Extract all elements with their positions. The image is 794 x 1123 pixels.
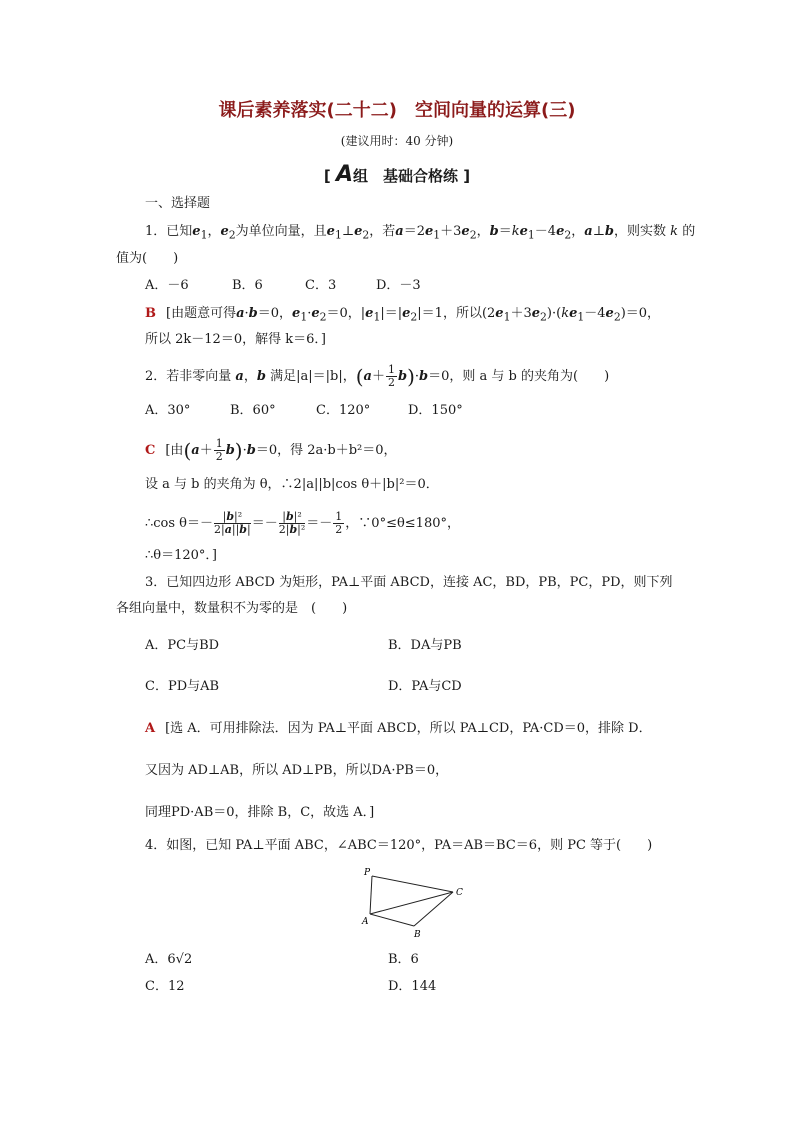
q3-option-a: A．PC与BD <box>145 638 220 653</box>
q1-solution-line2: 所以 2k－12＝0，解得 k＝6．] <box>145 332 326 347</box>
group-letter: A <box>335 162 353 187</box>
group-label: 组 基础合格练 <box>353 167 459 185</box>
q1-answer: B <box>145 306 156 321</box>
q1-line1: 1．已知$e_1$，$e_2$为单位向量，且$e_1\perp e_2$，若$a=2e_1+3e_2$，$b=ke_1-4e_2$，a⊥b，则实数 k 的 <box>145 224 696 242</box>
label-c: C <box>456 888 463 898</box>
q1-option-b: B．6 <box>232 278 263 293</box>
q1-option-a: A．－6 <box>145 278 189 293</box>
label-a: A <box>362 917 369 927</box>
q3-line2: 各组向量中，数量积不为零的是 ( ) <box>116 601 348 616</box>
q2-line1: 2．若非零向量 a，b 满足|a|＝|b|，(a＋ $\frac{1}{2}$ b)·b＝0，则 a 与 b 的夹角为( ) <box>145 363 610 389</box>
q3-option-d: D．PA与CD <box>388 679 462 694</box>
q2-option-a: A．30° <box>145 403 191 418</box>
label-b: B <box>414 930 421 940</box>
q4-figure <box>358 866 468 942</box>
q3-solution-line2: 又因为 AD⊥AB，所以 AD⊥PB，所以DA·PB＝0， <box>145 763 449 778</box>
q4-option-b: B．6 <box>388 952 419 967</box>
q3-option-c: C．PD与AB <box>145 679 220 694</box>
page-title: 课后素养落实(二十二) 空间向量的运算(三) <box>218 100 576 121</box>
q1-option-d: D．－3 <box>376 278 421 293</box>
q2-answer: C <box>145 443 156 458</box>
q3-line1: 3．已知四边形 ABCD 为矩形，PA⊥平面 ABCD，连接 AC，BD，PB，PC，PD，则下列 <box>145 575 673 590</box>
q1-solution-line1: B [由题意可得a·b＝0，$e_1\cdot e_2=0$，$|e_1|=|e_2|=1$，所以$(2e_1+3e_2)\cdot(ke_1-4e_2)=0$， <box>145 306 661 324</box>
q2-option-c: C．120° <box>316 403 371 418</box>
q2-solution-line4: ∴θ＝120°．] <box>145 548 217 563</box>
group-bracket-close: ] <box>463 167 471 185</box>
q4-option-d: D．144 <box>388 979 437 994</box>
q2-solution-line3: ∴cos θ＝－ $\frac{\text{|b|²}}{2|a||b|}$ ＝－ $\frac{\text{|b|²}}{\text{2|b|²}}$ ＝－ $\frac{1}{2}$ ，∵0°≤θ≤180°， <box>145 510 460 536</box>
q4-option-a: A．6√2 <box>145 952 193 967</box>
q4-option-c: C．12 <box>145 979 185 994</box>
q2-option-d: D．150° <box>408 403 463 418</box>
edge-pa <box>370 876 372 914</box>
section-heading: 一、选择题 <box>145 196 211 211</box>
q3-answer: A <box>145 721 156 736</box>
group-bracket-open: [ <box>323 167 331 185</box>
q3-solution-line3: 同理PD·AB＝0，排除 B，C，故选 A．] <box>145 805 375 820</box>
group-header <box>0 162 794 187</box>
q2-solution-line1: C [由(a＋ $\frac{1}{2}$ b)·b＝0，得 2a·b＋b²＝0， <box>145 437 397 463</box>
edge-pc <box>372 876 453 892</box>
q3-solution-line1: A [选 A．可用排除法．因为 PA⊥平面 ABCD，所以 PA⊥CD，PA·CD＝0，排除 D． <box>145 721 652 736</box>
q3-option-b: B．DA与PB <box>388 638 462 653</box>
q1-line2: 值为( ) <box>116 251 179 266</box>
q1-option-c: C．3 <box>305 278 337 293</box>
q2-option-b: B．60° <box>230 403 276 418</box>
edge-ab <box>370 914 414 926</box>
label-p: P <box>364 868 371 878</box>
q2-solution-line2: 设 a 与 b 的夹角为 θ，∴2|a||b|cos θ＋|b|²＝0． <box>145 477 439 492</box>
q4-line1: 4．如图，已知 PA⊥平面 ABC，∠ABC＝120°，PA＝AB＝BC＝6，则 PC 等于( ) <box>145 838 653 853</box>
suggested-time: (建议用时：40 分钟) <box>340 134 454 148</box>
